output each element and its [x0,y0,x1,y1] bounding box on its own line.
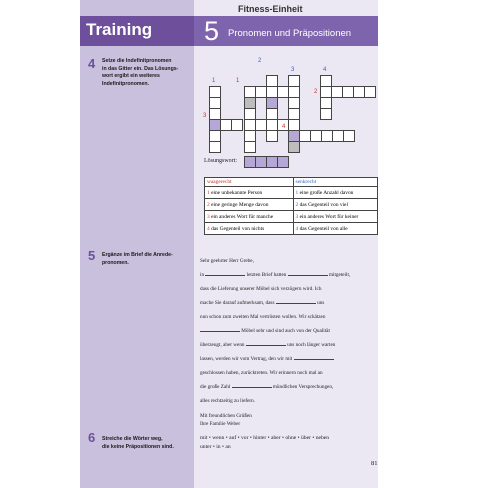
crossword-cell[interactable] [343,130,355,142]
clue-number: 4 [282,124,286,130]
word-list-line[interactable]: mit • wenn • auf • vor • hinter • aber • ohne • über • neben [200,435,330,441]
blank-field[interactable] [246,341,286,346]
letter-line: mache Sie darauf aufmerksam, dass uns [200,300,325,306]
solution-label: Lösungswort: [204,158,237,164]
letter-line: überzeugt, aber wenn uns noch länger warten [200,342,336,348]
clue-text: ein anderes Wort für manche [211,213,274,220]
section-title: Training [86,20,153,39]
clue-number: 4 [323,67,327,73]
unit-number: 5 [204,16,220,46]
exercise-instruction: Streiche die Wörter weg, die keine Präpositionen sind. [102,436,174,450]
letter-line: dass die Lieferung unserer Möbel sich verzögern wird. Ich [200,286,322,292]
crossword-cell[interactable] [320,75,332,87]
crossword-cell[interactable] [266,130,278,142]
table-row: 4 das Gegenteil von nichts 4 das Gegenteil von alle [205,223,378,235]
letter-line: in letzten Brief hatten mitgeteilt, [200,272,351,278]
letter-line: geschlossen haben, zurücktreten. Wir erinnern noch mal an [200,370,323,376]
clue-text: das Gegenteil von viel [299,201,348,208]
exercise-instruction: Setze die Indefinitpronomen in das Gitter ein. Das Lösungs- wort ergibt ein weiteres Indefinitpronomen. [102,58,179,87]
blank-field[interactable] [294,355,334,360]
crossword-cell[interactable] [255,119,267,131]
clue-number: 2 [314,89,318,95]
crossword-cell[interactable] [288,141,300,153]
exercise-number: 6 [88,430,96,445]
unit-title: Pronomen und Präpositionen [228,28,352,39]
letter-line: alles rechtzeitig zu liefern. [200,398,256,404]
crossword-cell[interactable] [320,108,332,120]
clue-text: eine große Anzahl davon [299,189,354,196]
clue-number: 1 [236,78,240,84]
column-header-vertical: senkrecht [293,178,377,187]
clue-table-header [205,178,378,187]
clue-text: das Gegenteil von alle [299,225,348,232]
blank-field[interactable] [276,299,316,304]
letter-line: nun schon zum zweiten Mal vertrösten wollen. Wir schätzen [200,314,326,320]
word-list-line[interactable]: unter • in • an [200,444,231,450]
blank-field[interactable] [232,383,272,388]
clue-text: eine unbekannte Person [211,189,263,196]
exercise-number: 4 [88,56,96,71]
clue-text: das Gegenteil von nichts [211,225,265,232]
crossword-cell[interactable] [209,141,221,153]
blank-field[interactable] [205,271,245,276]
column-header-horizontal: waagerecht [205,178,294,187]
table-row: 2 eine geringe Menge davon 2 das Gegenteil von viel [205,199,378,211]
crossword-cell[interactable] [266,75,278,87]
letter-line: die große Zahl mündlichen Versprechungen, [200,384,334,390]
letter-line: Möbel sehr und sind auch von der Qualität [200,324,376,338]
unit-label: Fitness-Einheit [238,4,303,14]
crossword-cell[interactable] [364,86,376,98]
clue-text: ein anderes Wort für keiner [299,213,359,220]
crossword-cell[interactable] [244,141,256,153]
clue-number: 1 [212,78,216,84]
clue-number: 3 [203,113,207,119]
blank-field[interactable] [288,271,328,276]
clue-number: 3 [291,67,295,73]
letter-closing: Mit freundlichen Grüßen Ihre Familie Weber [200,413,252,427]
letter-text [200,254,376,428]
table-row: 1 eine unbekannte Person 1 eine große Anzahl davon [205,187,378,199]
clue-table [204,177,378,235]
clue-text: eine geringe Menge davon [211,201,269,208]
word-list [200,434,370,452]
solution-cell[interactable] [277,156,289,168]
letter-greeting: Sehr geehrter Herr Grebe, [200,258,254,264]
clue-number: 2 [258,58,262,64]
exercise-number: 5 [88,248,96,263]
blank-field[interactable] [200,327,240,332]
letter-line: lassen, werden wir vom Vertrag, den wir mit [200,352,376,366]
page-number: 81 [371,460,378,467]
exercise-instruction: Ergänze im Brief die Anrede- pronomen. [102,252,173,266]
crossword-cell[interactable] [231,119,243,131]
table-row: 3 ein anderes Wort für manche 3 ein anderes Wort für keiner [205,211,378,223]
